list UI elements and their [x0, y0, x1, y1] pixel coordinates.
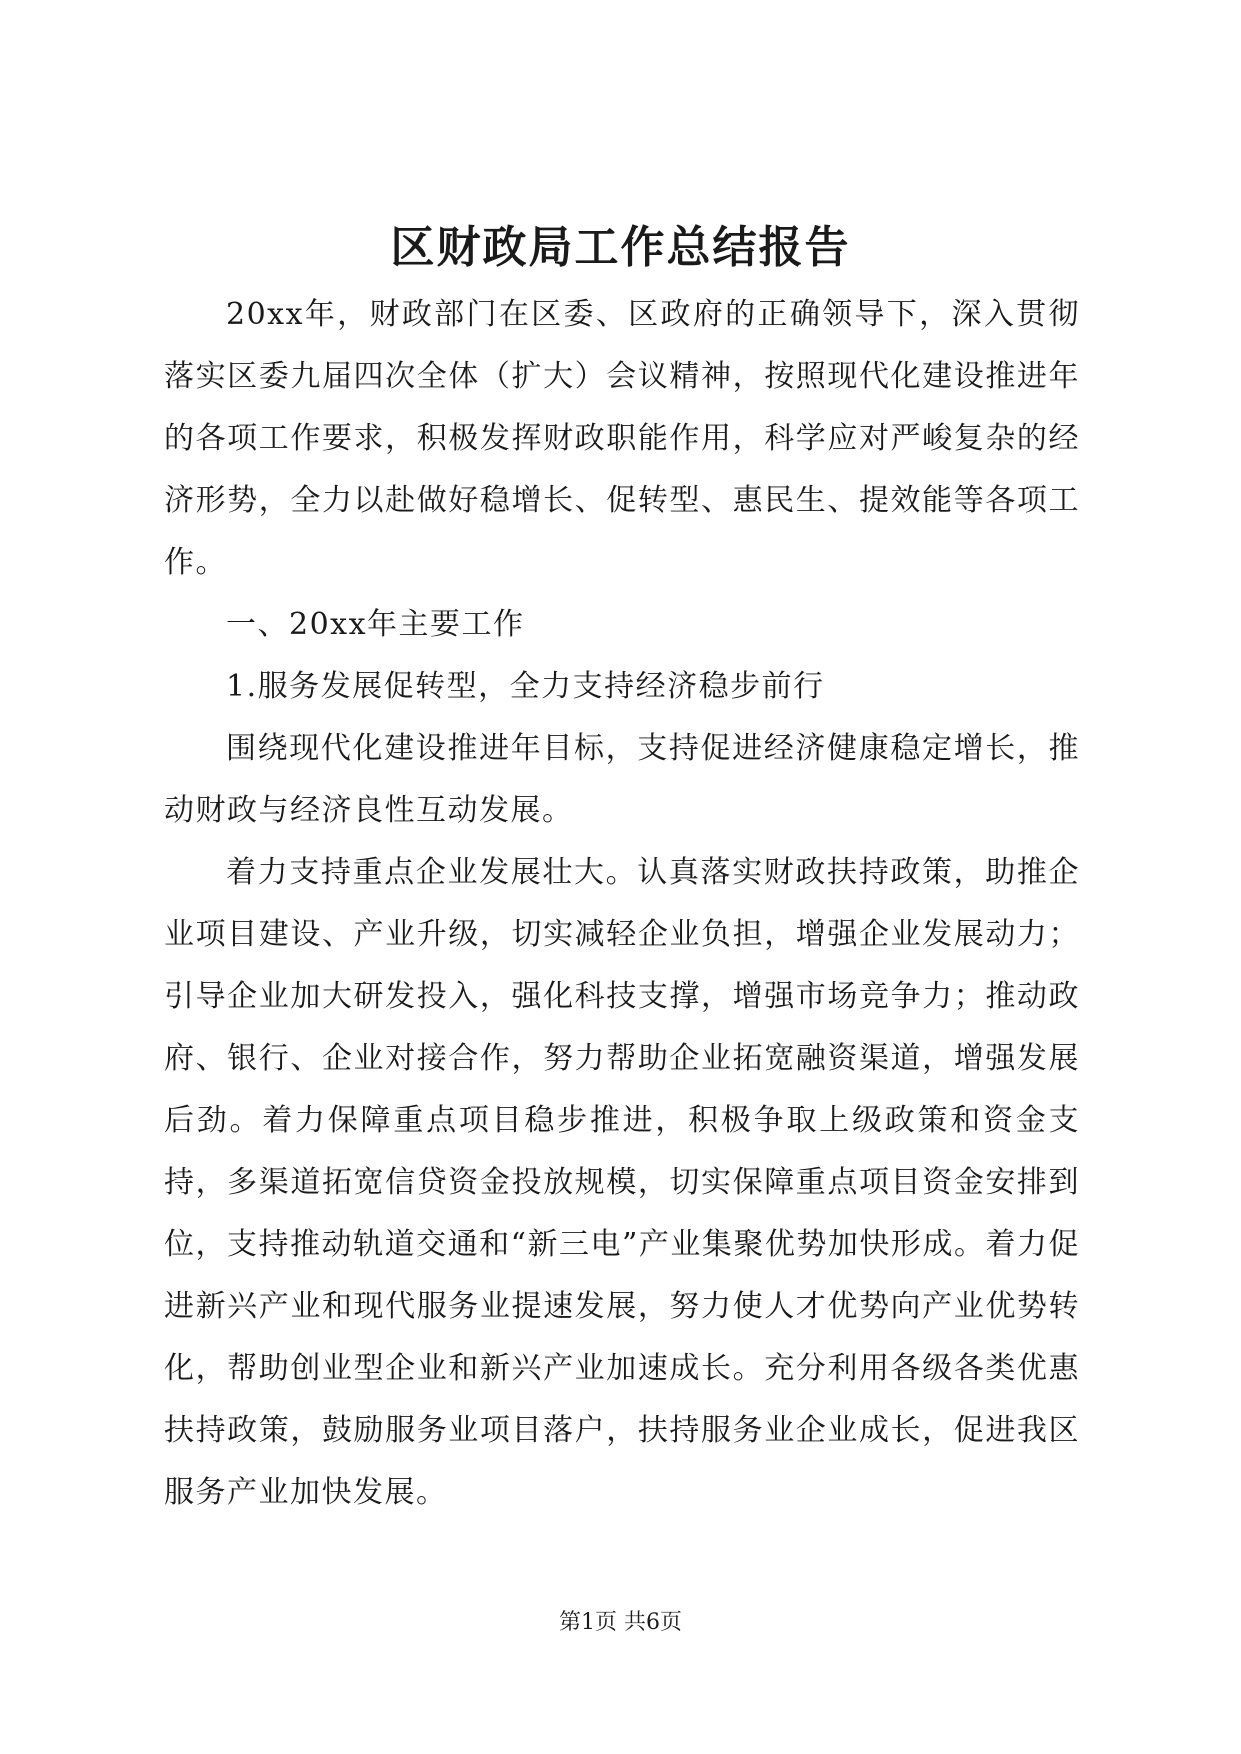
paragraph-goal: 围绕现代化建设推进年目标，支持促进经济健康稳定增长，推动财政与经济良性互动发展。: [164, 731, 1080, 828]
page-number-footer: 第1页 共6页: [559, 1610, 682, 1635]
paragraph-details: 着力支持重点企业发展壮大。认真落实财政扶持政策，助推企业项目建设、产业升级，切实减轻企业负担，增强企业发展动力；引导企业加大研发投入，强化科技支撑，增强市场竞争力；推动政府、银行、企业对接合作，努力帮助企业拓宽融资渠道，增强发展后劲。着力保障重点项目稳步推进，积极争取上级政策和资金支持，多渠道拓宽信贷资金投放规模，切实保障重点项目资金安排到位，支持推动轨道交通和“新三电”产业集聚优势加快形成。着力促进新兴产业和现代服务业提速发展，努力使人才优势向产业优势转化，帮助创业型企业和新兴产业加速成长。充分利用各级各类优惠扶持政策，鼓励服务业项目落户，扶持服务业企业成长，促进我区服务产业加快发展。: [164, 855, 1080, 1510]
subsection-heading: 1.服务发展促转型，全力支持经济稳步前行: [226, 669, 825, 704]
document-title: 区财政局工作总结报告: [390, 222, 851, 273]
section-heading: 一、20xx年主要工作: [226, 607, 525, 642]
document-body: [164, 284, 1080, 1524]
paragraph-intro: 20xx年，财政部门在区委、区政府的正确领导下，深入贯彻落实区委九届四次全体（扩大）会议精神，按照现代化建设推进年的各项工作要求，积极发挥财政职能作用，科学应对严峻复杂的经济形势，全力以赴做好稳增长、促转型、惠民生、提效能等各项工作。: [164, 297, 1080, 580]
